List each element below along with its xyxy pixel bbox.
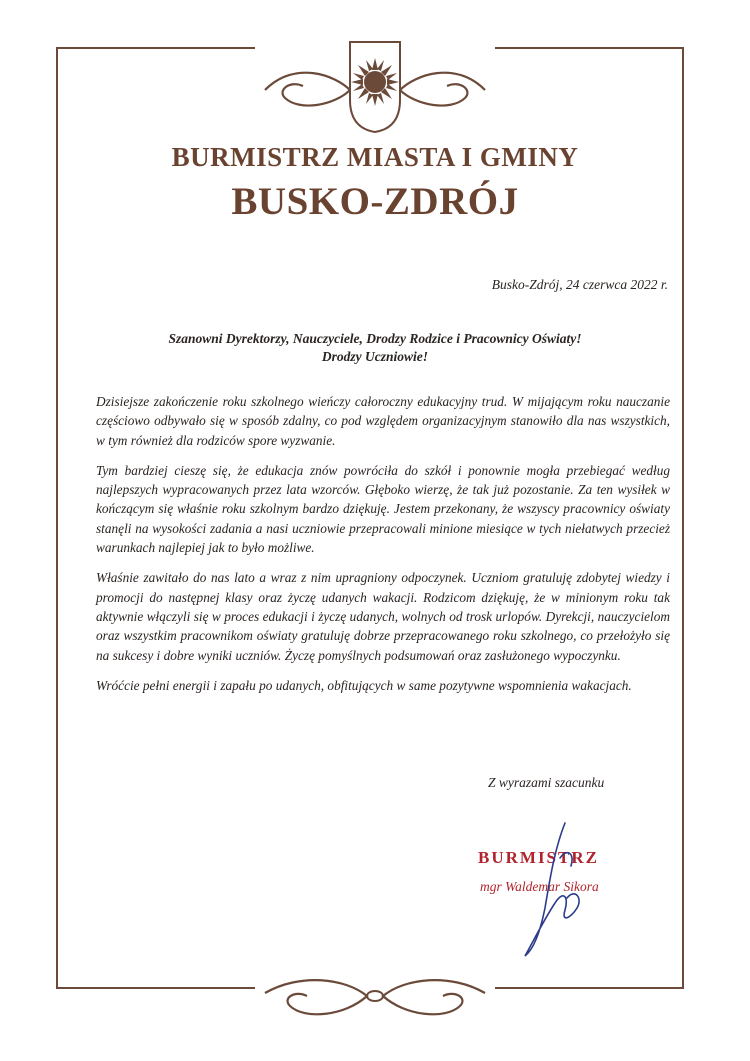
salutation-line1: Szanowni Dyrektorzy, Nauczyciele, Drodzy Rodzice i Pracownicy Oświaty!: [168, 331, 582, 346]
sun-emblem-icon: [255, 20, 495, 140]
letter-date: Busko-Zdrój, 24 czerwca 2022 r.: [491, 277, 668, 292]
letter-body: [96, 392, 670, 706]
signature-name: mgr Waldemar Sikora: [480, 879, 599, 894]
paragraph: Tym bardziej cieszę się, że edukacja znów powróciła do szkół i ponownie mogła przebiegać według najlepszych wypracowanych przez lata wzorców. Głęboko wierzę, że tak już pozostanie. Za ten wysiłek w kończącym się właśnie roku szkolnym bardzo dziękuję. Jestem przekonany, że wszyscy pracownicy oświaty stanęli na wysokości zadania a nasi uczniowie przepracowali minione miesiące w tych niełatwych przecież warunkach najlepiej jak to było możliwe.: [96, 462, 670, 556]
handwritten-signature: [505, 818, 605, 968]
salutation-line2: Drodzy Uczniowie!: [321, 349, 429, 364]
flourish-ornament: [255, 968, 495, 1028]
header-title-line2: BUSKO-ZDRÓJ: [231, 180, 519, 223]
paragraph: Właśnie zawitało do nas lato a wraz z nim upragniony odpoczynek. Uczniom gratuluję zdobytej wiedzy i promocji do następnej klasy oraz życzę udanych wakacji. Rodzicom dziękuję, że w minionym roku tak aktywnie włączyli się w proces edukacji i życzę udanych, wolnych od trosk urlopów. Dyrekcji, nauczycielom oraz wszystkim pracownikom oświaty gratuluję dobrze przepracowanego roku szkolnego, co przełożyło się na sukcesy i dobre wyniki uczniów. Życzę pomyślnych podsumowań oraz zasłużonego wypoczynku.: [96, 570, 670, 663]
salutation: [0, 330, 750, 366]
paragraph: Dzisiejsze zakończenie roku szkolnego wieńczy całoroczny edukacyjny trud. W mijającym roku nauczanie częściowo odbywało się w sposób zdalny, co pod względem organizacyjnym stanowiło dla nas wszystkich, w tym również dla rodziców spore wyzwanie.: [96, 394, 670, 448]
header-title-line1: BURMISTRZ MIASTA I GMINY: [171, 142, 579, 172]
paragraph: Wróćcie pełni energii i zapału po udanych, obfitujących w same pozytywne wspomnienia wakacjach.: [96, 677, 632, 693]
closing-phrase: Z wyrazami szacunku: [488, 775, 605, 790]
signature-title: BURMISTRZ: [478, 848, 599, 867]
